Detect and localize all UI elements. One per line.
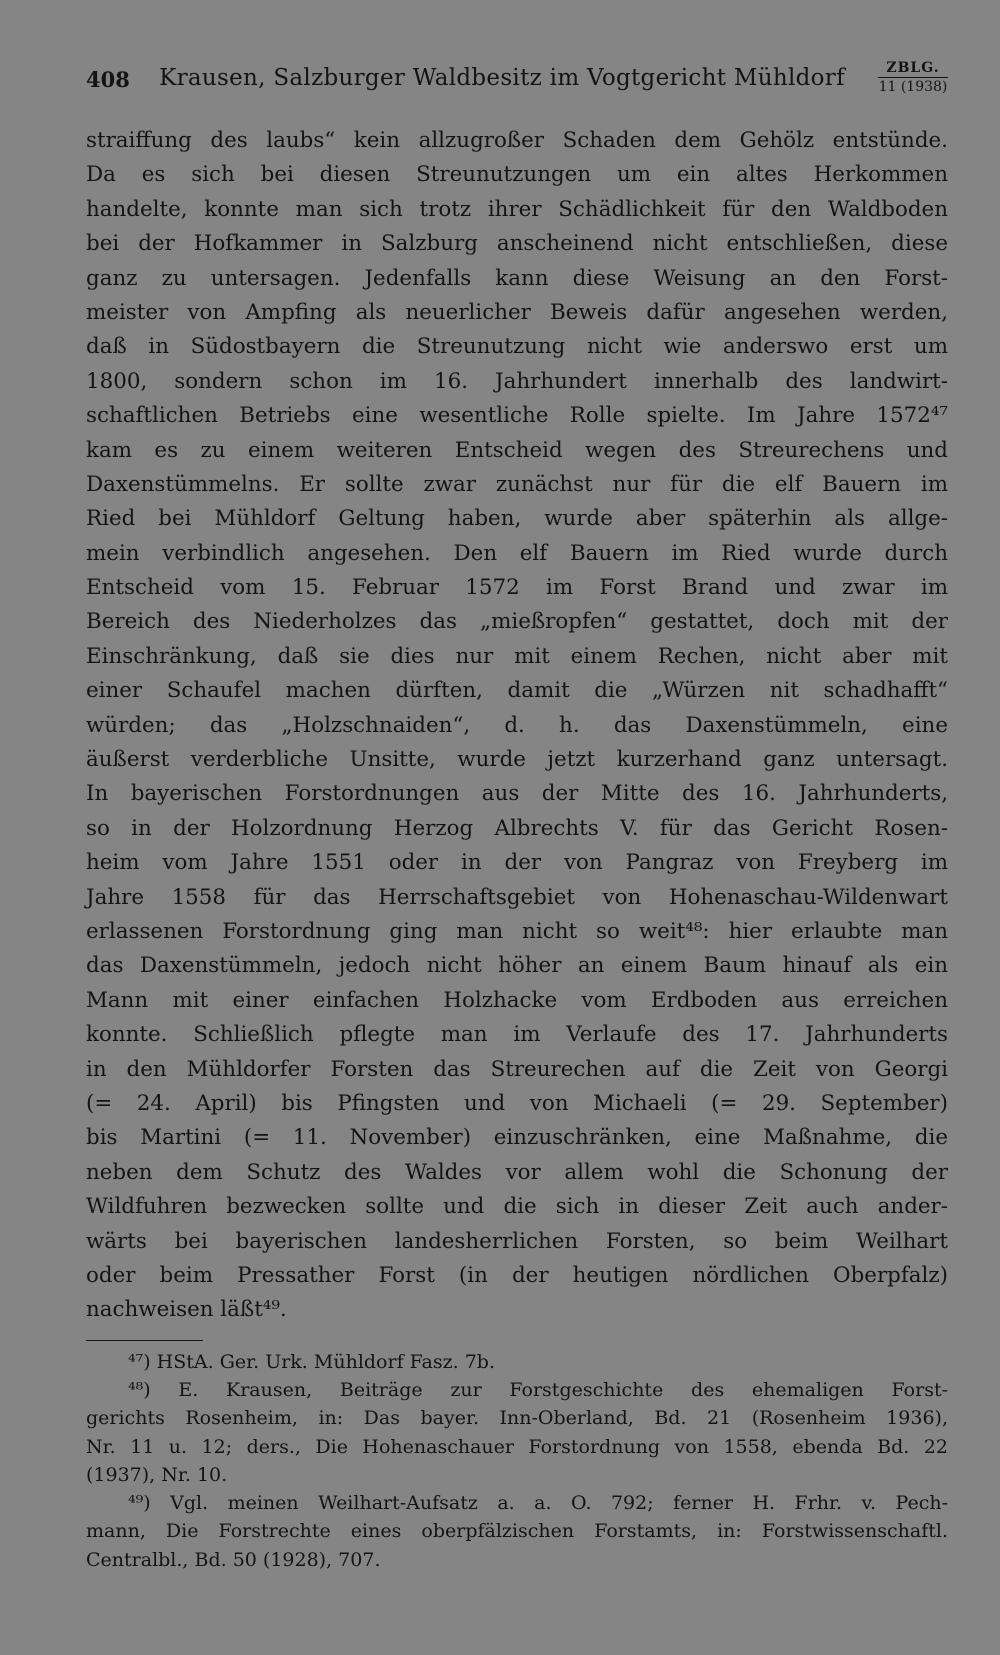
text-line: wärts bei bayerischen landesherrlichen Forsten, so beim Weilhart [86,1228,948,1254]
footnote-line: ⁴⁷) HStA. Ger. Urk. Mühldorf Fasz. 7b. [128,1350,496,1373]
text-line: daß in Südostbayern die Streunutzung nicht wie anderswo erst um [86,334,948,360]
page-number: 408 [86,67,130,92]
running-title: Krausen, Salzburger Waldbesitz im Vogtgericht Mühldorf [159,65,845,91]
footnote-line: (1937), Nr. 10. [86,1463,228,1486]
footnote-line: Nr. 11 u. 12; ders., Die Hohenaschauer Forstordnung von 1558, ebenda Bd. 22 [86,1435,948,1458]
text-line: (= 24. April) bis Pfingsten und von Michaeli (= 29. September) [86,1090,948,1116]
journal-abbreviation: ZBLG. [878,60,948,78]
text-line: äußerst verderbliche Unsitte, wurde jetzt kurzerhand ganz untersagt. [86,747,948,773]
footnote-line: ⁴⁹) Vgl. meinen Weilhart-Aufsatz a. a. O. 792; ferner H. Frhr. v. Pech- [128,1492,948,1515]
text-line: in den Mühldorfer Forsten das Streurechen auf die Zeit von Georgi [86,1056,948,1082]
book-page [86,58,948,1574]
text-line: straiffung des laubs“ kein allzugroßer Schaden dem Gehölz entstünde. [86,128,948,153]
text-line: Wildfuhren bezwecken sollte und die sich in dieser Zeit auch ander- [86,1194,948,1220]
text-line: oder beim Pressather Forst (in der heutigen nördlichen Oberpfalz) [86,1262,948,1288]
text-line: Daxenstümmelns. Er sollte zwar zunächst nur für die elf Bauern im [86,471,948,497]
text-line: handelte, konnte man sich trotz ihrer Schädlichkeit für den Waldboden [86,196,948,222]
footnote-line: gerichts Rosenheim, in: Das bayer. Inn-Oberland, Bd. 21 (Rosenheim 1936), [86,1407,948,1430]
text-line: mein verbindlich angesehen. Den elf Bauern im Ried wurde durch [86,540,948,566]
footnote-line: Centralbl., Bd. 50 (1928), 707. [86,1548,381,1571]
text-line: erlassenen Forstordnung ging man nicht so weit⁴⁸: hier erlaubte man [86,918,948,944]
footnote-line: ⁴⁸) E. Krausen, Beiträge zur Forstgeschichte des ehemaligen Forst- [128,1378,948,1401]
text-line: bei der Hofkammer in Salzburg anscheinend nicht entschließen, diese [86,231,948,257]
text-line: einer Schaufel machen dürften, damit die „Würzen nit schadhafft“ [86,678,948,704]
text-line: das Daxenstümmeln, jedoch nicht höher an einem Baum hinauf als ein [86,953,948,979]
journal-volume: 11 (1938) [878,79,948,95]
journal-reference [878,60,948,95]
text-line: Entscheid vom 15. Februar 1572 im Forst Brand und zwar im [86,575,948,601]
text-line: neben dem Schutz des Waldes vor allem wohl die Schonung der [86,1159,948,1185]
text-line: ganz zu untersagen. Jedenfalls kann diese Weisung an den Forst- [86,265,948,291]
running-head [86,58,948,102]
footnotes [86,1348,948,1574]
main-text [86,124,948,1328]
text-line: schaftlichen Betriebs eine wesentliche Rolle spielte. Im Jahre 1572⁴⁷ [86,403,948,429]
text-line: Ried bei Mühldorf Geltung haben, wurde aber späterhin als allge- [86,506,948,532]
text-line: Bereich des Niederholzes das „mießropfen“ gestattet, doch mit der [86,609,948,635]
footnote-divider [86,1340,203,1341]
text-line: Da es sich bei diesen Streunutzungen um ein altes Herkommen [86,162,948,188]
text-line: heim vom Jahre 1551 oder in der von Pangraz von Freyberg im [86,850,948,876]
text-line: so in der Holzordnung Herzog Albrechts V. für das Gericht Rosen- [86,815,948,841]
text-line: meister von Ampfing als neuerlicher Beweis dafür angesehen werden, [86,299,948,325]
text-line: nachweisen läßt⁴⁹. [86,1297,287,1323]
text-line: In bayerischen Forstordnungen aus der Mitte des 16. Jahrhunderts, [86,781,948,807]
text-line: Einschränkung, daß sie dies nur mit einem Rechen, nicht aber mit [86,643,948,669]
text-line: konnte. Schließlich pflegte man im Verlaufe des 17. Jahrhunderts [86,1022,948,1048]
footnote-line: mann, Die Forstrechte eines oberpfälzischen Forstamts, in: Forstwissenschaftl. [86,1520,948,1543]
text-line: 1800, sondern schon im 16. Jahrhundert innerhalb des landwirt- [86,368,948,394]
text-line: Mann mit einer einfachen Holzhacke vom Erdboden aus erreichen [86,987,948,1013]
text-line: kam es zu einem weiteren Entscheid wegen des Streurechens und [86,437,948,463]
text-line: würden; das „Holzschnaiden“, d. h. das Daxenstümmeln, eine [86,712,948,738]
text-line: bis Martini (= 11. November) einzuschränken, eine Maßnahme, die [86,1125,948,1151]
text-line: Jahre 1558 für das Herrschaftsgebiet von Hohenaschau-Wildenwart [86,884,948,910]
